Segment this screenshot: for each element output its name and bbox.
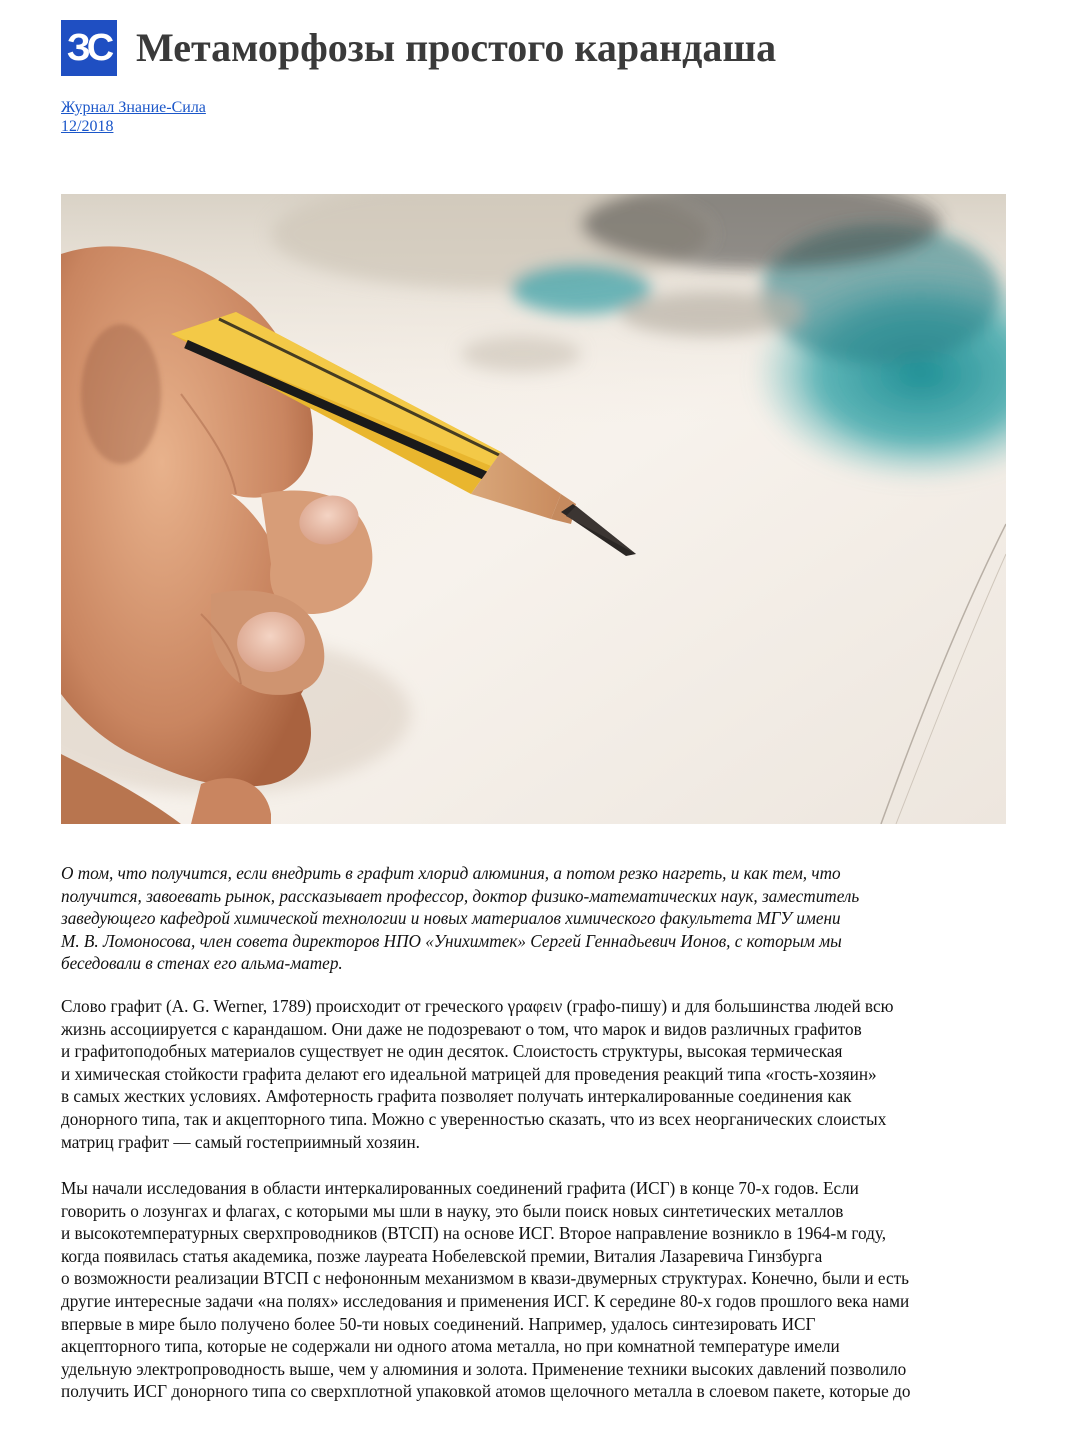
lead-line: О том, что получится, если внедрить в графит хлорид алюминия, а потом резко нагреть, и как тем, что [61,863,841,883]
paragraph-line: удельную электропроводность выше, чем у алюминия и золота. Применение техники высоких давлений позволило [61,1358,907,1379]
paragraph-line: Слово графит (A. G. Werner, 1789) происходит от греческого γραφειν (графо-пишу) и для большинства людей всю [61,996,894,1016]
paragraph-line: и графитоподобных материалов существует не один десяток. Слоистость структуры, высокая термическая [61,1041,843,1062]
paragraph-line: и высокотемпературных сверхпроводников (ВТСП) на основе ИСГ. Второе направление возникло в 1964-м году, [61,1223,887,1244]
article-header [61,20,776,76]
journal-logo[interactable]: ЗС [61,20,117,76]
lead-line: М. В. Ломоносова, член совета директоров НПО «Унихимтек» Сергей Геннадьевич Ионов, с которым мы [61,930,842,951]
article-meta [61,98,206,136]
article-paragraph-2 [61,1177,1021,1403]
paragraph-line: когда появилась статья академика, позже лауреата Нобелевской премии, Виталия Лазаревича Гинзбурга [61,1245,823,1266]
lead-line: беседовали в стенах его альма-матер. [61,953,343,974]
paragraph-line: о возможности реализации ВТСП с нефононным механизмом в квази-двумерных структурах. Конечно, были и есть [61,1268,909,1289]
paragraph-line: впервые в мире было получено более 50-ти новых соединений. Например, удалось синтезировать ИСГ [61,1313,816,1334]
article-lead [61,862,1021,975]
paragraph-line: матриц графит — самый гостеприимный хозяин. [61,1131,420,1152]
pencil-in-hand-illustration [61,194,1006,824]
issue-link[interactable]: 12/2018 [61,118,114,135]
paragraph-line: и химическая стойкости графита делают его идеальной матрицей для проведения реакций типа «гость-хозяин» [61,1063,877,1084]
paragraph-line: другие интересные задачи «на полях» исследования и применения ИСГ. К середине 80-х годов прошлого века нами [61,1290,910,1311]
paragraph-line: донорного типа, так и акцепторного типа. Можно с уверенностью сказать, что из всех неорганических слоистых [61,1108,887,1129]
paragraph-line: акцепторного типа, которые не содержали ни одного атома металла, но при комнатной температуре имели [61,1336,840,1357]
lead-line: получится, завоевать рынок, рассказывает профессор, доктор физико-математических наук, заместитель [61,885,860,906]
article-photo [61,194,1006,824]
paragraph-line: получить ИСГ донорного типа со сверхплотной упаковкой атомов щелочного металла в слоевом пакете, которые до [61,1381,911,1402]
paragraph-line: говорить о лозунгах и флагах, с которыми мы шли в науку, это были поиск новых синтетических металлов [61,1200,844,1221]
page-title: Метаморфозы простого карандаша [136,25,777,70]
journal-link[interactable]: Журнал Знание-Сила [61,99,206,116]
paragraph-line: Мы начали исследования в области интеркалированных соединений графита (ИСГ) в конце 70-х годов. Если [61,1178,859,1198]
paragraph-line: жизнь ассоциируется с карандашом. Они даже не подозревают о том, что марок и видов различных графитов [61,1018,862,1039]
paragraph-line: в самых жестких условиях. Амфотерность графита позволяет получать интеркалированные соединения как [61,1086,852,1107]
lead-line: заведующего кафедрой химической технологии и новых материалов химического факультета МГУ имени [61,908,841,929]
article-paragraph-1 [61,995,1021,1153]
